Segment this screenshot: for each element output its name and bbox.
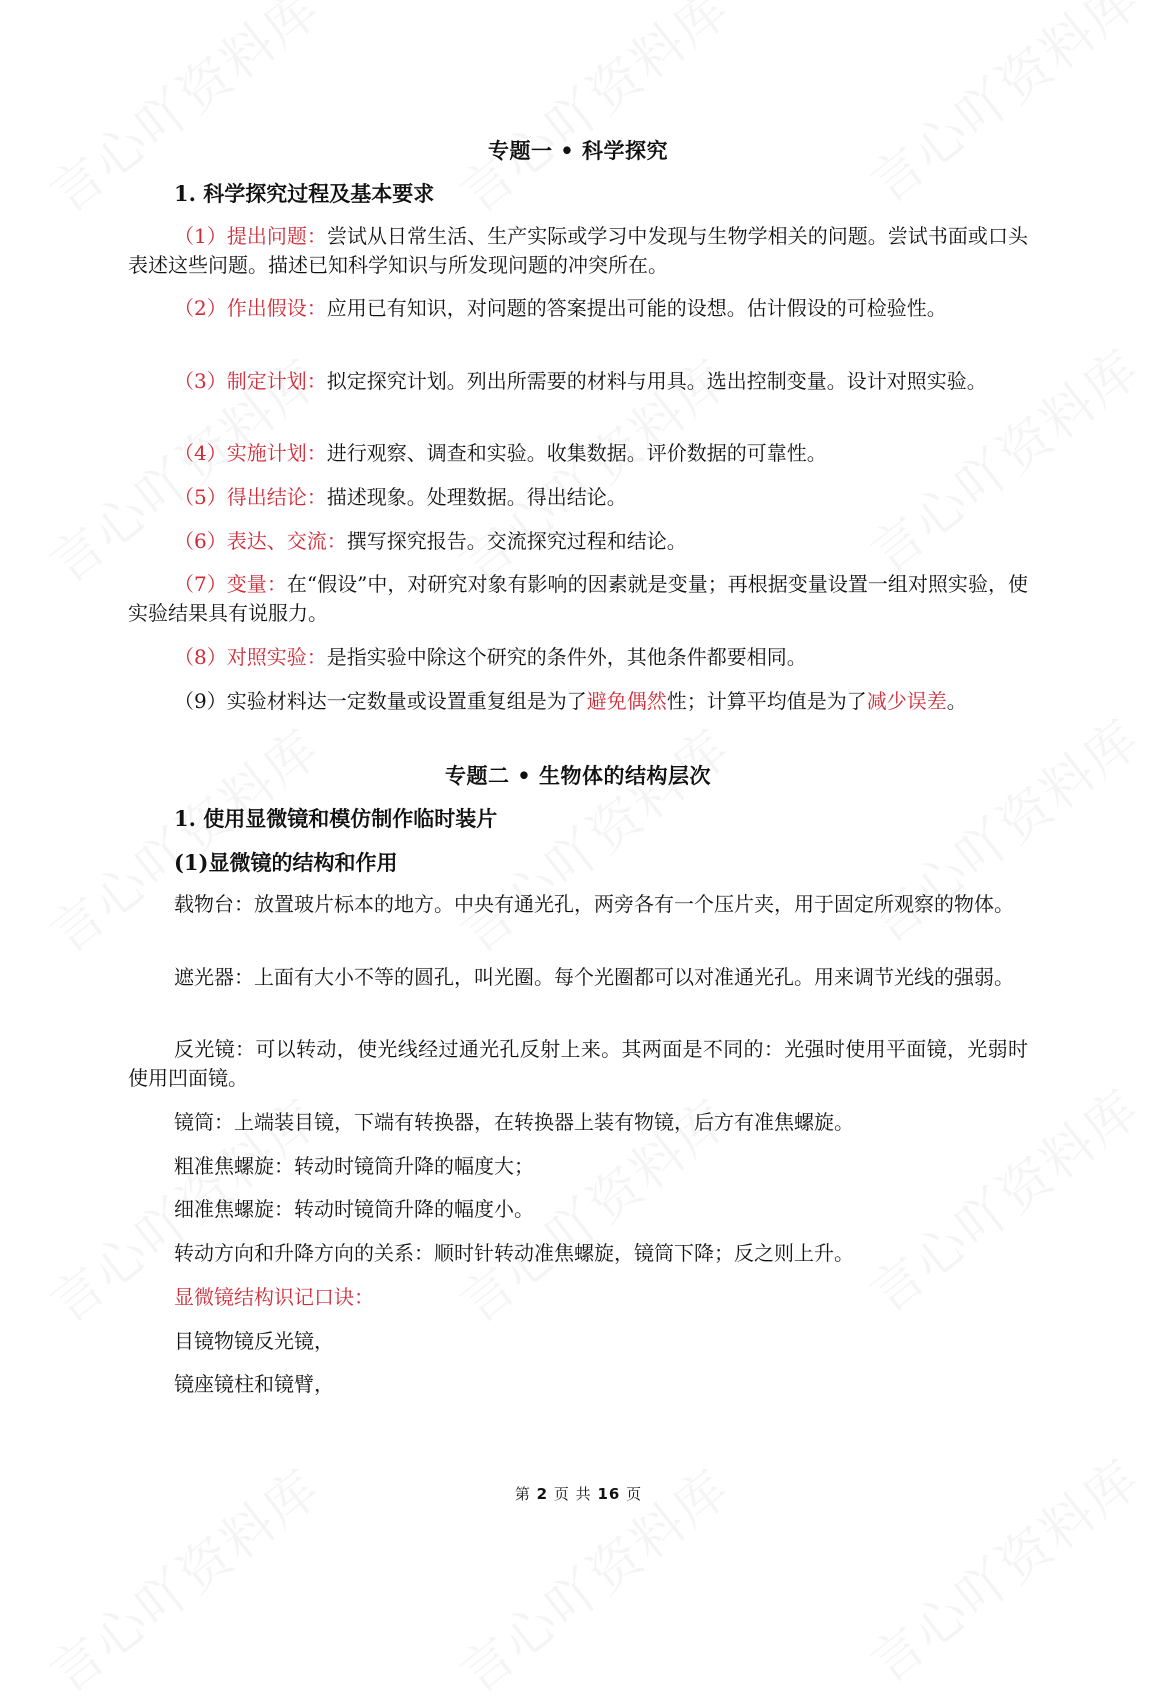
footer-middle: 页 共 xyxy=(553,1485,592,1503)
item-label: （2）作出假设： xyxy=(174,296,327,320)
total-pages: 16 xyxy=(597,1485,621,1503)
line-coarse-focus: 粗准焦螺旋：转动时镜筒升降的幅度大； xyxy=(174,1154,534,1178)
footer-suffix: 页 xyxy=(626,1485,643,1503)
item-text: 尝试从日常生活、生产实际或学习中发现与生物学相关的问题。尝试书面或口头表述这些问题。描述已知科学知识与所发现问题的冲突所在。 xyxy=(128,224,1028,277)
watermark xyxy=(851,0,1153,217)
item-text: 是指实验中除这个研究的条件外，其他条件都要相同。 xyxy=(326,645,807,669)
watermark xyxy=(851,1068,1153,1327)
item-8 xyxy=(128,643,1028,672)
footer-prefix: 第 xyxy=(514,1485,531,1503)
item-label: （1）提出问题： xyxy=(174,224,327,248)
watermark xyxy=(851,1438,1153,1697)
item-6 xyxy=(128,527,1028,556)
item-4 xyxy=(128,439,1028,468)
item-label: （6）表达、交流： xyxy=(174,529,347,553)
topic2-section1-heading: 1. 使用显微镜和模仿制作临时装片 xyxy=(174,806,498,831)
watermark xyxy=(31,708,333,967)
topic1-title: 专题一 • 科学探究 xyxy=(487,138,669,163)
mnemonic-title: 显微镜结构识记口诀： xyxy=(174,1285,374,1309)
page-footer xyxy=(0,1483,1157,1504)
topic2-title: 专题二 • 生物体的结构层次 xyxy=(444,763,712,788)
item-7 xyxy=(128,570,1028,628)
item-text: 进行观察、调查和实验。收集数据。评价数据的可靠性。 xyxy=(326,441,827,465)
line-tube: 镜筒：上端装目镜，下端有转换器，在转换器上装有物镜，后方有准焦螺旋。 xyxy=(174,1110,854,1134)
item-label: （8）对照实验： xyxy=(174,645,327,669)
line-direction: 转动方向和升降方向的关系：顺时针转动准焦螺旋，镜筒下降；反之则上升。 xyxy=(174,1241,854,1265)
item-text: 描述现象。处理数据。得出结论。 xyxy=(326,485,627,509)
mnemonic-line: 镜座镜柱和镜臂， xyxy=(174,1372,334,1396)
highlight-text: 减少误差 xyxy=(866,689,947,713)
mnemonic-line: 目镜物镜反光镜， xyxy=(174,1329,334,1353)
item-text: 性；计算平均值是为了 xyxy=(666,689,867,713)
item-label: （4）实施计划： xyxy=(174,441,327,465)
item-label: （3）制定计划： xyxy=(174,369,327,393)
item-1 xyxy=(128,222,1028,280)
topic1-section1-heading: 1. 科学探究过程及基本要求 xyxy=(174,181,435,206)
item-label: （5）得出结论： xyxy=(174,485,327,509)
item-3 xyxy=(128,367,1028,396)
line-fine-focus: 细准焦螺旋：转动时镜筒升降的幅度小。 xyxy=(174,1197,534,1221)
topic2-subheading: (1)显微镜的结构和作用 xyxy=(174,850,398,875)
item-label: （7）变量： xyxy=(174,572,287,596)
paragraph-diaphragm: 遮光器：上面有大小不等的圆孔，叫光圈。每个光圈都可以对准通光孔。用来调节光线的强弱。 xyxy=(174,965,1014,989)
item-2 xyxy=(128,294,1028,323)
item-text: 拟定探究计划。列出所需要的材料与用具。选出控制变量。设计对照实验。 xyxy=(326,369,987,393)
watermark xyxy=(441,0,743,227)
item-9 xyxy=(128,687,1028,716)
highlight-text: 避免偶然 xyxy=(586,689,667,713)
item-text: 。 xyxy=(946,689,967,713)
paragraph-mirror: 反光镜：可以转动，使光线经过通光孔反射上来。其两面是不同的：光强时使用平面镜，光弱时使用凹面镜。 xyxy=(128,1037,1028,1090)
item-text: 在“假设”中，对研究对象有影响的因素就是变量；再根据变量设置一组对照实验，使实验结果具有说服力。 xyxy=(128,572,1028,625)
item-text: （9）实验材料达一定数量或设置重复组是为了 xyxy=(174,689,587,713)
item-5 xyxy=(128,483,1028,512)
current-page-number: 2 xyxy=(536,1485,549,1503)
paragraph-stage: 载物台：放置玻片标本的地方。中央有通光孔，两旁各有一个压片夹，用于固定所观察的物体。 xyxy=(174,892,1014,916)
item-text: 应用已有知识，对问题的答案提出可能的设想。估计假设的可检验性。 xyxy=(326,296,947,320)
item-text: 撰写探究报告。交流探究过程和结论。 xyxy=(346,529,687,553)
watermark xyxy=(441,708,743,967)
